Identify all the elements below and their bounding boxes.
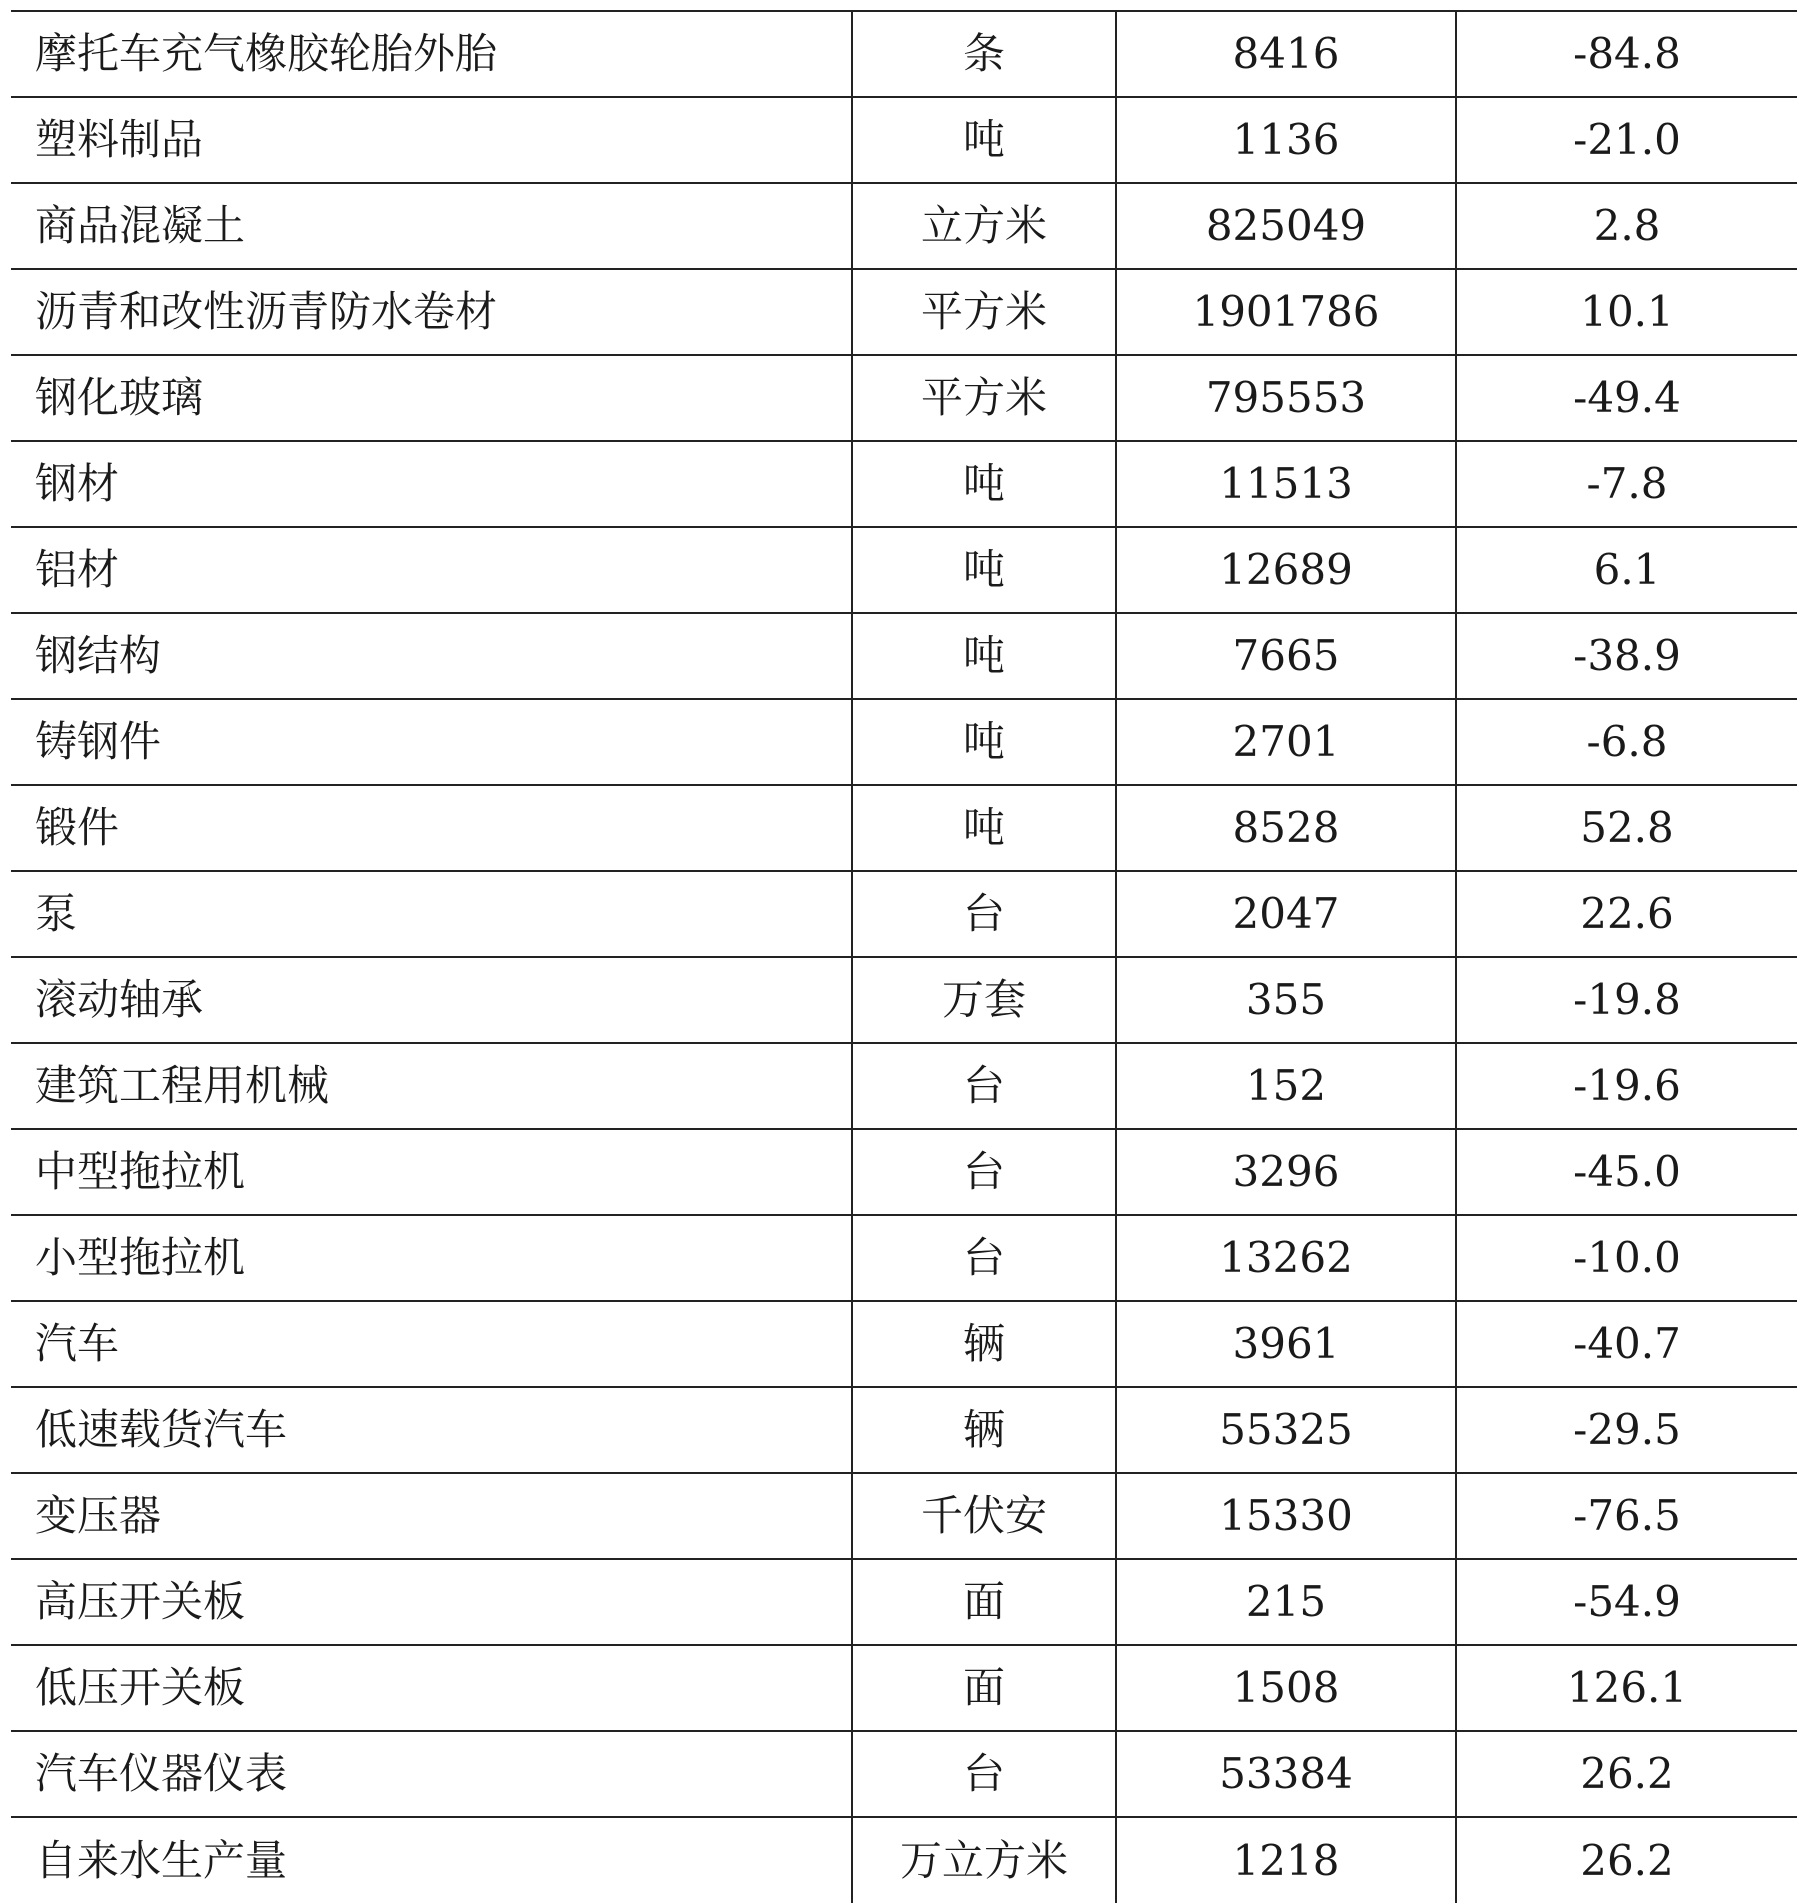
table-row bbox=[11, 1731, 1797, 1817]
unit-cell: 台 bbox=[852, 1215, 1116, 1301]
output-cell: 3296 bbox=[1116, 1129, 1456, 1215]
product-name-cell: 塑料制品 bbox=[11, 97, 852, 183]
product-name-cell: 汽车仪器仪表 bbox=[11, 1731, 852, 1817]
unit-cell: 千伏安 bbox=[852, 1473, 1116, 1559]
product-name-cell: 小型拖拉机 bbox=[11, 1215, 852, 1301]
unit-cell: 平方米 bbox=[852, 355, 1116, 441]
table-row bbox=[11, 1559, 1797, 1645]
product-name-cell: 变压器 bbox=[11, 1473, 852, 1559]
growth-cell: -29.5 bbox=[1456, 1387, 1797, 1473]
growth-cell: -54.9 bbox=[1456, 1559, 1797, 1645]
product-name-cell: 建筑工程用机械 bbox=[11, 1043, 852, 1129]
product-name-cell: 铝材 bbox=[11, 527, 852, 613]
growth-cell: -49.4 bbox=[1456, 355, 1797, 441]
table-row bbox=[11, 527, 1797, 613]
unit-cell: 条 bbox=[852, 11, 1116, 97]
product-name-cell: 摩托车充气橡胶轮胎外胎 bbox=[11, 11, 852, 97]
unit-cell: 台 bbox=[852, 1129, 1116, 1215]
unit-cell: 吨 bbox=[852, 527, 1116, 613]
output-cell: 53384 bbox=[1116, 1731, 1456, 1817]
unit-cell: 台 bbox=[852, 1043, 1116, 1129]
table-body bbox=[11, 11, 1797, 1903]
table-row bbox=[11, 11, 1797, 97]
table-row bbox=[11, 785, 1797, 871]
product-name-cell: 沥青和改性沥青防水卷材 bbox=[11, 269, 852, 355]
growth-cell: -19.6 bbox=[1456, 1043, 1797, 1129]
unit-cell: 辆 bbox=[852, 1301, 1116, 1387]
growth-cell: 6.1 bbox=[1456, 527, 1797, 613]
output-cell: 13262 bbox=[1116, 1215, 1456, 1301]
output-cell: 2701 bbox=[1116, 699, 1456, 785]
output-cell: 1136 bbox=[1116, 97, 1456, 183]
table-row bbox=[11, 1129, 1797, 1215]
growth-cell: -10.0 bbox=[1456, 1215, 1797, 1301]
table-container bbox=[11, 10, 1797, 1903]
output-cell: 11513 bbox=[1116, 441, 1456, 527]
table-row bbox=[11, 699, 1797, 785]
product-name-cell: 锻件 bbox=[11, 785, 852, 871]
unit-cell: 吨 bbox=[852, 699, 1116, 785]
product-name-cell: 钢化玻璃 bbox=[11, 355, 852, 441]
output-cell: 215 bbox=[1116, 1559, 1456, 1645]
industrial-output-table bbox=[11, 10, 1797, 1903]
table-row bbox=[11, 1043, 1797, 1129]
product-name-cell: 铸钢件 bbox=[11, 699, 852, 785]
output-cell: 55325 bbox=[1116, 1387, 1456, 1473]
growth-cell: -6.8 bbox=[1456, 699, 1797, 785]
output-cell: 795553 bbox=[1116, 355, 1456, 441]
unit-cell: 吨 bbox=[852, 613, 1116, 699]
output-cell: 8416 bbox=[1116, 11, 1456, 97]
output-cell: 1218 bbox=[1116, 1817, 1456, 1903]
table-row bbox=[11, 355, 1797, 441]
unit-cell: 立方米 bbox=[852, 183, 1116, 269]
growth-cell: 10.1 bbox=[1456, 269, 1797, 355]
unit-cell: 面 bbox=[852, 1645, 1116, 1731]
output-cell: 15330 bbox=[1116, 1473, 1456, 1559]
table-row bbox=[11, 1645, 1797, 1731]
product-name-cell: 中型拖拉机 bbox=[11, 1129, 852, 1215]
unit-cell: 万立方米 bbox=[852, 1817, 1116, 1903]
growth-cell: 26.2 bbox=[1456, 1817, 1797, 1903]
unit-cell: 平方米 bbox=[852, 269, 1116, 355]
product-name-cell: 汽车 bbox=[11, 1301, 852, 1387]
output-cell: 1901786 bbox=[1116, 269, 1456, 355]
growth-cell: -45.0 bbox=[1456, 1129, 1797, 1215]
output-cell: 1508 bbox=[1116, 1645, 1456, 1731]
output-cell: 7665 bbox=[1116, 613, 1456, 699]
unit-cell: 吨 bbox=[852, 785, 1116, 871]
growth-cell: 22.6 bbox=[1456, 871, 1797, 957]
unit-cell: 吨 bbox=[852, 441, 1116, 527]
table-row bbox=[11, 957, 1797, 1043]
unit-cell: 辆 bbox=[852, 1387, 1116, 1473]
output-cell: 355 bbox=[1116, 957, 1456, 1043]
output-cell: 3961 bbox=[1116, 1301, 1456, 1387]
table-row bbox=[11, 97, 1797, 183]
growth-cell: 26.2 bbox=[1456, 1731, 1797, 1817]
growth-cell: -38.9 bbox=[1456, 613, 1797, 699]
table-row bbox=[11, 1473, 1797, 1559]
product-name-cell: 钢结构 bbox=[11, 613, 852, 699]
unit-cell: 吨 bbox=[852, 97, 1116, 183]
output-cell: 8528 bbox=[1116, 785, 1456, 871]
table-row bbox=[11, 183, 1797, 269]
table-row bbox=[11, 1215, 1797, 1301]
product-name-cell: 钢材 bbox=[11, 441, 852, 527]
growth-cell: -21.0 bbox=[1456, 97, 1797, 183]
table-row bbox=[11, 871, 1797, 957]
table-row bbox=[11, 1817, 1797, 1903]
unit-cell: 台 bbox=[852, 871, 1116, 957]
output-cell: 825049 bbox=[1116, 183, 1456, 269]
product-name-cell: 泵 bbox=[11, 871, 852, 957]
output-cell: 12689 bbox=[1116, 527, 1456, 613]
unit-cell: 面 bbox=[852, 1559, 1116, 1645]
growth-cell: -40.7 bbox=[1456, 1301, 1797, 1387]
growth-cell: 52.8 bbox=[1456, 785, 1797, 871]
unit-cell: 台 bbox=[852, 1731, 1116, 1817]
growth-cell: -7.8 bbox=[1456, 441, 1797, 527]
table-row bbox=[11, 269, 1797, 355]
product-name-cell: 商品混凝土 bbox=[11, 183, 852, 269]
product-name-cell: 自来水生产量 bbox=[11, 1817, 852, 1903]
table-row bbox=[11, 1387, 1797, 1473]
product-name-cell: 滚动轴承 bbox=[11, 957, 852, 1043]
growth-cell: -76.5 bbox=[1456, 1473, 1797, 1559]
product-name-cell: 高压开关板 bbox=[11, 1559, 852, 1645]
table-row bbox=[11, 441, 1797, 527]
table-row bbox=[11, 613, 1797, 699]
growth-cell: 2.8 bbox=[1456, 183, 1797, 269]
growth-cell: -84.8 bbox=[1456, 11, 1797, 97]
unit-cell: 万套 bbox=[852, 957, 1116, 1043]
table-row bbox=[11, 1301, 1797, 1387]
product-name-cell: 低压开关板 bbox=[11, 1645, 852, 1731]
output-cell: 152 bbox=[1116, 1043, 1456, 1129]
output-cell: 2047 bbox=[1116, 871, 1456, 957]
growth-cell: 126.1 bbox=[1456, 1645, 1797, 1731]
product-name-cell: 低速载货汽车 bbox=[11, 1387, 852, 1473]
growth-cell: -19.8 bbox=[1456, 957, 1797, 1043]
